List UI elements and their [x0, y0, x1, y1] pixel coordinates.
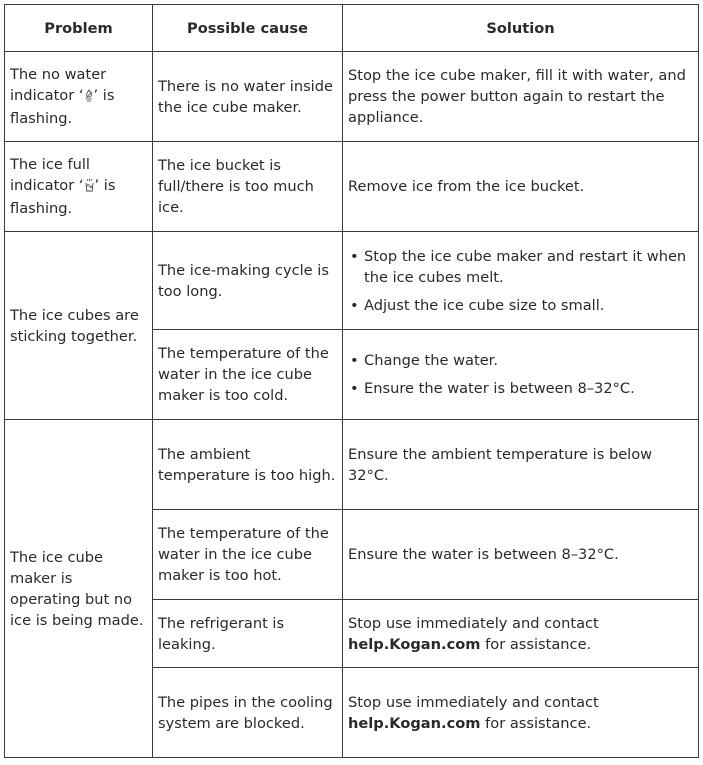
cause-cell: The ice-making cycle is too long. [153, 232, 343, 330]
solution-cell: Stop use immediately and contact help.Kogan.com for assistance. [343, 600, 699, 668]
table-row [5, 52, 699, 142]
ice-full-indicator-icon [84, 177, 95, 198]
list-item: • Change the water. [348, 350, 693, 371]
solution-cell: Stop use immediately and contact help.Kogan.com for assistance. [343, 668, 699, 758]
troubleshooting-table [4, 4, 699, 758]
header-solution: Solution [343, 5, 699, 52]
cause-cell: The ambient temperature is too high. [153, 420, 343, 510]
cause-cell: There is no water inside the ice cube maker. [153, 52, 343, 142]
cause-cell: The refrigerant is leaking. [153, 600, 343, 668]
list-item: • Ensure the water is between 8–32°C. [348, 378, 693, 399]
help-link[interactable]: help.Kogan.com [348, 714, 481, 732]
header-problem: Problem [5, 5, 153, 52]
table-row [5, 232, 699, 330]
solution-cell: Stop the ice cube maker, fill it with water, and press the power button again to restart the appliance. [343, 52, 699, 142]
solution-cell: Ensure the ambient temperature is below 32°C. [343, 420, 699, 510]
cause-cell: The temperature of the water in the ice cube maker is too hot. [153, 510, 343, 600]
help-link[interactable]: help.Kogan.com [348, 635, 481, 653]
problem-cell: The no water indicator ‘ ’ is flashing. [5, 52, 153, 142]
no-water-indicator-icon [84, 87, 94, 108]
problem-cell: The ice full indicator ‘ ’ is flashing. [5, 142, 153, 232]
solution-cell [343, 232, 699, 330]
solution-cell: Remove ice from the ice bucket. [343, 142, 699, 232]
table-row [5, 420, 699, 510]
solution-cell: Ensure the water is between 8–32°C. [343, 510, 699, 600]
cause-cell: The ice bucket is full/there is too much ice. [153, 142, 343, 232]
solution-bullet-list [348, 350, 693, 399]
header-row [5, 5, 699, 52]
problem-cell: The ice cubes are sticking together. [5, 232, 153, 420]
problem-cell: The ice cube maker is operating but no ice is being made. [5, 420, 153, 758]
list-item: • Adjust the ice cube size to small. [348, 295, 693, 316]
header-possible-cause: Possible cause [153, 5, 343, 52]
list-item: • Stop the ice cube maker and restart it when the ice cubes melt. [348, 246, 693, 288]
cause-cell: The pipes in the cooling system are blocked. [153, 668, 343, 758]
table-row [5, 142, 699, 232]
solution-cell [343, 330, 699, 420]
cause-cell: The temperature of the water in the ice cube maker is too cold. [153, 330, 343, 420]
solution-bullet-list [348, 246, 693, 316]
